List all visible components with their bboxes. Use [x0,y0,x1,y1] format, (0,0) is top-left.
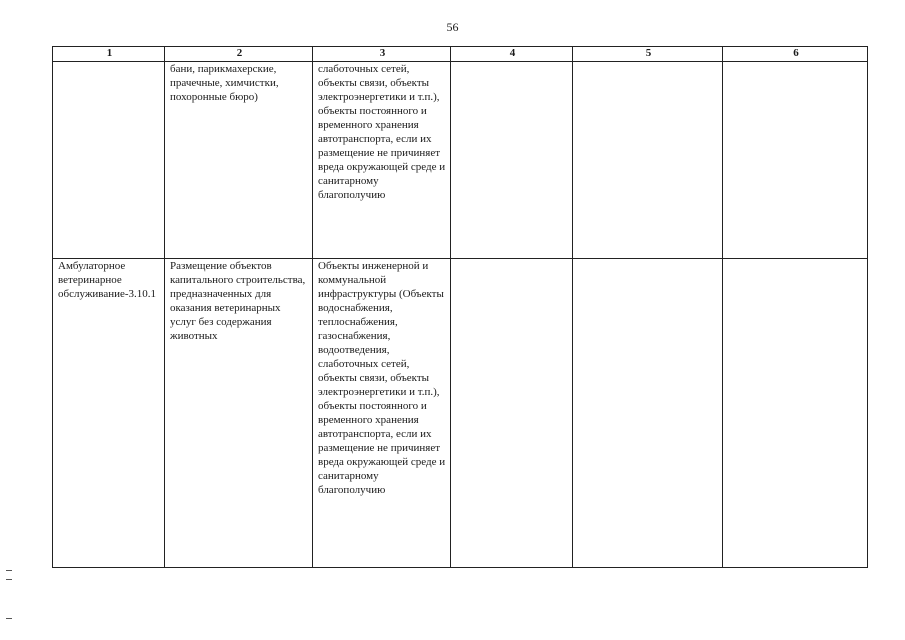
table-row [53,259,868,568]
header-col-3: 3 [313,47,451,62]
header-col-4: 4 [451,47,573,62]
margin-mark [6,618,12,619]
cell-col5 [573,62,723,259]
cell-col6 [723,62,868,259]
header-row [53,47,868,62]
page-number: 56 [446,20,459,34]
cell-usage-type [53,62,165,259]
cell-col5 [573,259,723,568]
cell-auxiliary-uses: Объекты инженерной и коммунальной инфраструктуры (Объекты водоснабжения, теплоснабжения, газоснабжения, водоотведения, слаботочных сетей, объекты связи, объекты электроэнергетики и т.п.), объекты постоянного и временного хранения автотранспорта, если их размещение не причиняет вреда окружающей среде и санитарному благополучию [313,259,451,568]
cell-col4 [451,259,573,568]
header-col-1: 1 [53,47,165,62]
cell-auxiliary-uses: слаботочных сетей, объекты связи, объекты электроэнергетики и т.п.), объекты постоянного и временного хранения автотранспорта, если их размещение не причиняет вреда окружающей среде и санитарному благополучию [313,62,451,259]
header-col-6: 6 [723,47,868,62]
cell-usage-type: Амбулаторное ветеринарное обслуживание-3.10.1 [53,259,165,568]
cell-col4 [451,62,573,259]
cell-description: Размещение объектов капитального строительства, предназначенных для оказания ветеринарных услуг без содержания животных [165,259,313,568]
cell-description: бани, парикмахерские, прачечные, химчистки, похоронные бюро) [165,62,313,259]
table-row [53,62,868,259]
zoning-table [52,46,868,568]
header-col-2: 2 [165,47,313,62]
margin-mark [6,570,12,580]
header-col-5: 5 [573,47,723,62]
cell-col6 [723,259,868,568]
